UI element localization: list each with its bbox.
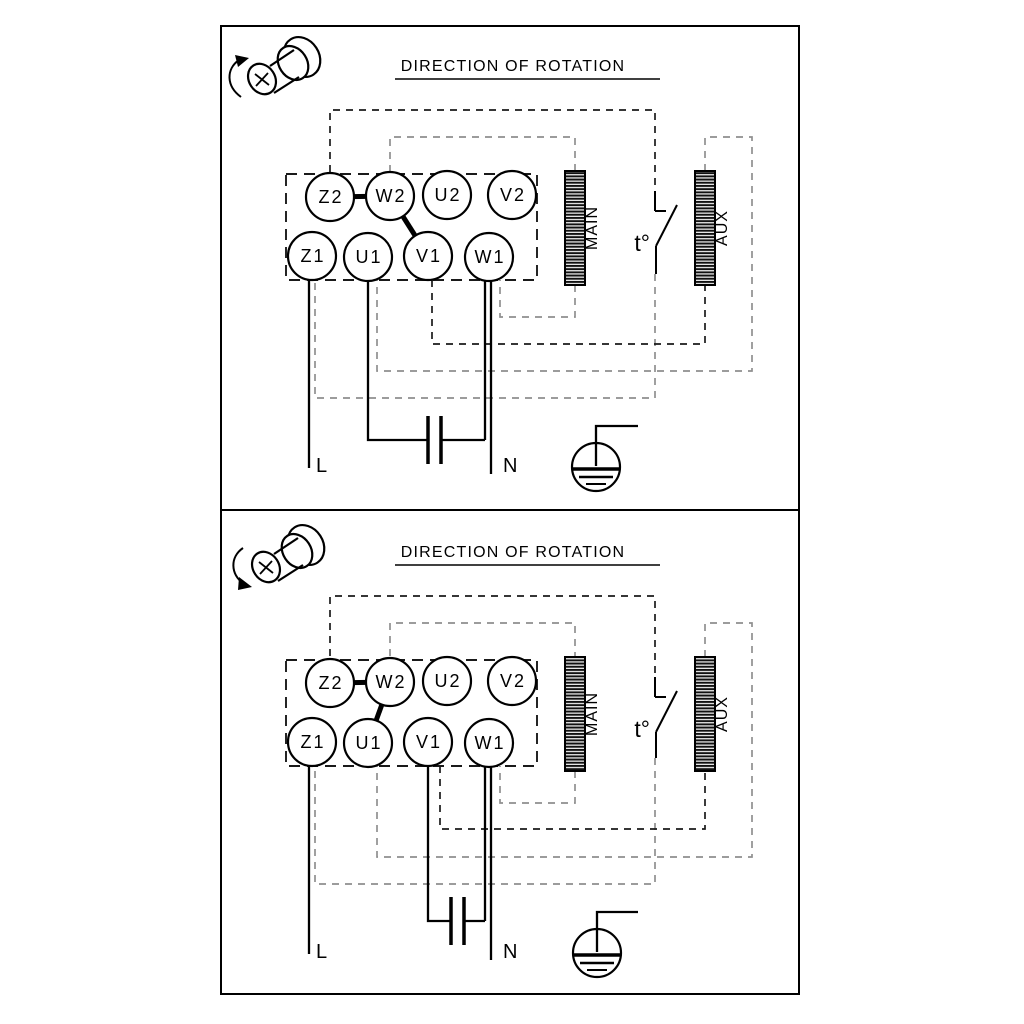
terminal-w2-label: W2 [375, 672, 407, 692]
terminal-v2-label: V2 [499, 671, 527, 691]
terminal-u1-label: U1 [355, 247, 383, 267]
aux-winding-label: AUX [714, 210, 731, 246]
panel-title: DIRECTION OF ROTATION [400, 544, 626, 561]
terminal-u1-label: U1 [355, 733, 383, 753]
terminal-v1-label: V1 [415, 732, 443, 752]
terminal-w1-label: W1 [474, 733, 506, 753]
terminal-z2-label: Z2 [318, 673, 344, 693]
main-winding [565, 171, 585, 285]
terminal-z1-label: Z1 [300, 732, 326, 752]
terminal-u2-label: U2 [434, 185, 462, 205]
line-label: L [316, 941, 328, 963]
main-winding-label: MAIN [584, 692, 601, 736]
neutral-label: N [503, 455, 518, 477]
aux-winding [695, 657, 715, 771]
terminal-v2-label: V2 [499, 185, 527, 205]
aux-winding-label: AUX [714, 696, 731, 732]
terminal-v1-label: V1 [415, 246, 443, 266]
wiring-diagram-cw [220, 509, 800, 995]
main-winding-label: MAIN [584, 206, 601, 250]
thermal-switch-label: t° [634, 230, 650, 256]
thermal-switch-label: t° [634, 716, 650, 742]
terminal-z1-label: Z1 [300, 246, 326, 266]
main-winding [565, 657, 585, 771]
terminal-w2-label: W2 [375, 186, 407, 206]
terminal-w1-label: W1 [474, 247, 506, 267]
panel-title: DIRECTION OF ROTATION [400, 58, 626, 75]
aux-winding [695, 171, 715, 285]
wiring-panel-ccw [220, 25, 800, 511]
terminal-u2-label: U2 [434, 671, 462, 691]
neutral-label: N [503, 941, 518, 963]
wiring-panel-cw [220, 509, 800, 995]
terminal-z2-label: Z2 [318, 187, 344, 207]
line-label: L [316, 455, 328, 477]
wiring-diagram-ccw [220, 25, 800, 511]
